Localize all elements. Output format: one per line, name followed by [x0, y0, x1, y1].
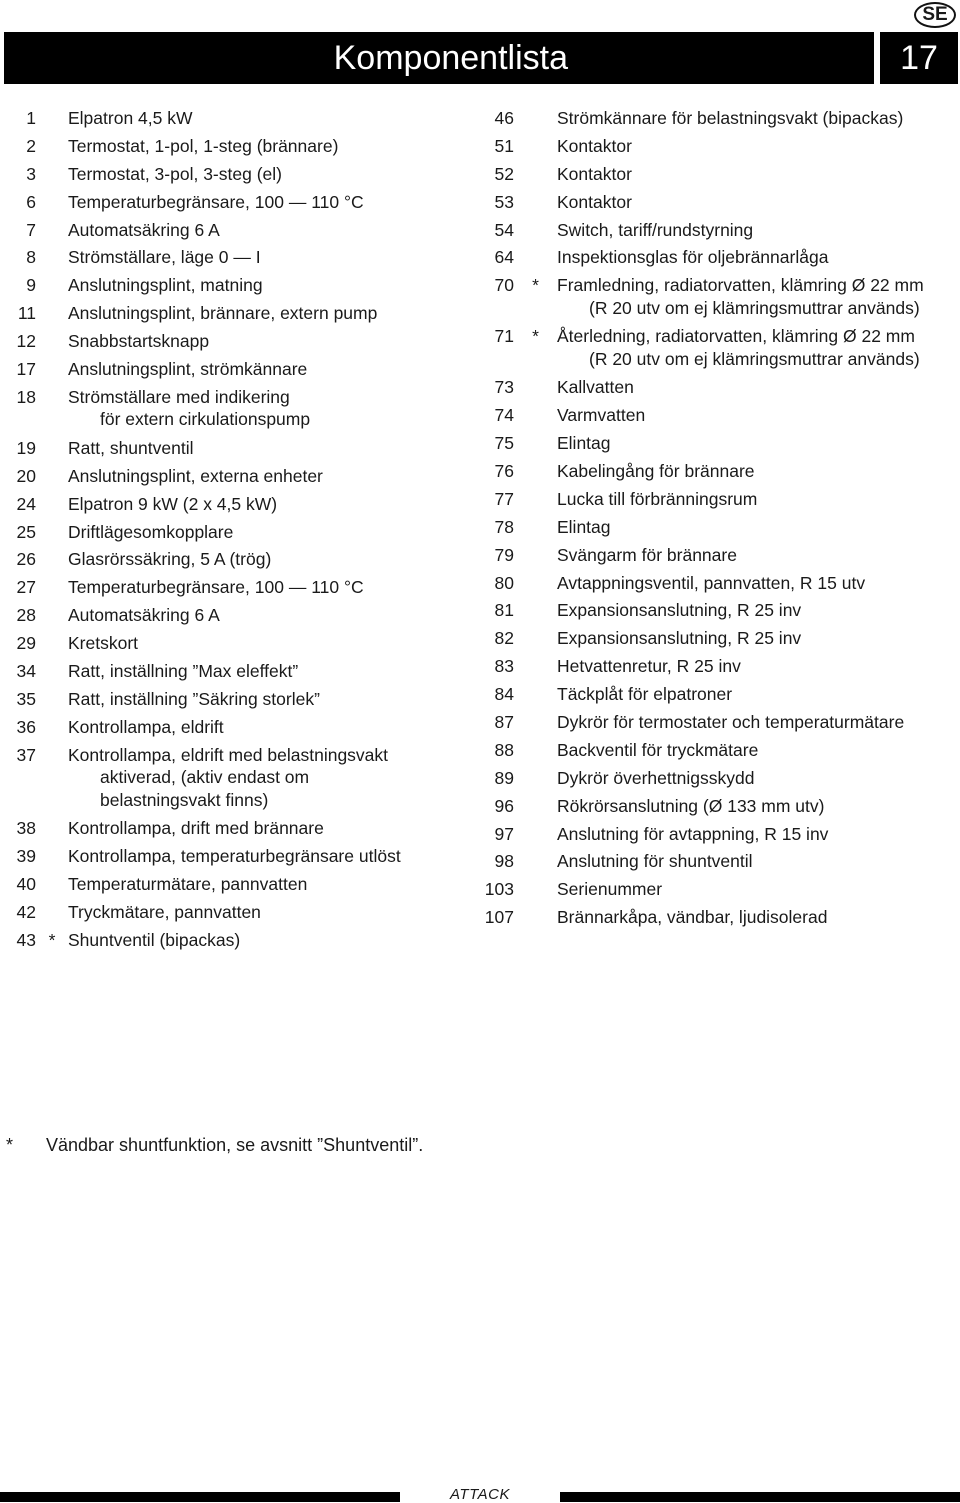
component-description	[557, 627, 958, 650]
component-description	[68, 845, 470, 868]
component-name: Ratt, inställning ”Max eleffekt”	[68, 661, 299, 682]
component-item	[480, 460, 958, 483]
component-number: 74	[494, 405, 514, 426]
component-name: Dykrör för termostater och temperaturmätare	[557, 712, 905, 733]
component-description	[68, 358, 470, 381]
component-item	[480, 107, 958, 130]
component-description	[557, 107, 958, 130]
component-name-continuation: (R 20 utv om ej klämringsmuttrar används)	[589, 348, 920, 369]
component-description	[557, 599, 958, 622]
component-name: Elpatron 4,5 kW	[68, 108, 193, 128]
footnote-mark: *	[6, 1135, 14, 1155]
component-mark	[514, 404, 557, 427]
component-name: Kontaktor	[557, 135, 632, 156]
component-description	[68, 521, 470, 544]
component-name: Varmvatten	[557, 405, 646, 426]
component-name: Täckplåt för elpatroner	[557, 684, 733, 705]
component-name: Dykrör överhettnigsskydd	[557, 767, 755, 788]
component-item	[480, 325, 958, 370]
component-mark	[514, 544, 557, 567]
component-item	[480, 516, 958, 539]
component-mark	[514, 683, 557, 706]
component-description	[68, 632, 470, 655]
component-number: 3	[26, 163, 36, 184]
component-description	[68, 873, 470, 896]
component-name: Backventil för tryckmätare	[557, 739, 759, 760]
component-name: Kallvatten	[557, 377, 634, 398]
component-item	[0, 845, 470, 868]
component-number: 76	[494, 461, 514, 482]
component-number: 64	[494, 247, 514, 268]
component-mark	[36, 107, 68, 130]
component-number: 36	[16, 716, 36, 737]
component-number: 12	[16, 331, 36, 352]
footnote	[6, 1135, 423, 1156]
component-name: Elintag	[557, 433, 611, 454]
component-number: 87	[494, 712, 514, 733]
component-number: 8	[26, 247, 36, 268]
component-description	[557, 767, 958, 790]
component-mark	[36, 576, 68, 599]
component-mark	[514, 655, 557, 678]
component-number: 82	[494, 628, 514, 649]
component-item	[0, 688, 470, 711]
component-description	[557, 823, 958, 846]
component-mark	[36, 716, 68, 739]
component-mark: *	[532, 275, 539, 296]
component-item	[480, 795, 958, 818]
component-item	[0, 901, 470, 924]
component-description	[557, 572, 958, 595]
component-mark	[36, 330, 68, 353]
component-name: Kontaktor	[557, 191, 632, 212]
component-item	[0, 246, 470, 269]
component-item	[480, 711, 958, 734]
component-name: Automatsäkring 6 A	[68, 219, 220, 240]
component-item	[480, 572, 958, 595]
component-item	[0, 576, 470, 599]
component-description	[557, 488, 958, 511]
component-number: 19	[16, 437, 36, 458]
component-item	[480, 906, 958, 929]
component-number: 39	[16, 846, 36, 867]
page-number: 17	[880, 32, 958, 84]
component-description	[557, 460, 958, 483]
component-number: 88	[494, 739, 514, 760]
component-item	[480, 404, 958, 427]
component-name: Driftlägesomkopplare	[68, 521, 234, 542]
component-name: Strömställare med indikering	[68, 386, 290, 407]
component-name: Ratt, inställning ”Säkring storlek”	[68, 688, 320, 709]
component-item	[480, 739, 958, 762]
component-mark	[36, 386, 68, 431]
component-number: 83	[494, 656, 514, 677]
component-mark	[514, 135, 557, 158]
component-item	[0, 302, 470, 325]
component-name: Temperaturmätare, pannvatten	[68, 873, 308, 894]
component-number: 26	[16, 549, 36, 570]
component-description	[68, 604, 470, 627]
component-number: 52	[494, 163, 514, 184]
component-number: 29	[16, 633, 36, 654]
component-name: Glasrörssäkring, 5 A (trög)	[68, 549, 272, 570]
component-name: Snabbstartsknapp	[68, 331, 210, 352]
component-description	[557, 516, 958, 539]
component-name: Lucka till förbränningsrum	[557, 488, 758, 509]
component-name: Brännarkåpa, vändbar, ljudisolerad	[557, 907, 828, 928]
component-item	[0, 632, 470, 655]
component-number: 37	[16, 744, 36, 765]
component-mark	[36, 548, 68, 571]
component-description	[557, 219, 958, 242]
component-name: Kretskort	[68, 633, 139, 654]
component-name: Kontrollampa, eldrift med belastningsvakt	[68, 744, 389, 765]
component-description	[557, 544, 958, 567]
component-description	[68, 274, 470, 297]
component-number: 7	[26, 219, 36, 240]
component-name: Kontaktor	[557, 163, 632, 184]
component-number: 42	[16, 901, 36, 922]
component-mark	[36, 688, 68, 711]
component-number: 9	[26, 275, 36, 296]
component-mark	[36, 901, 68, 924]
footer-rule-left	[0, 1492, 400, 1502]
component-mark	[36, 744, 68, 812]
component-number: 20	[16, 465, 36, 486]
component-mark	[36, 632, 68, 655]
component-number: 6	[26, 191, 36, 212]
component-mark	[36, 660, 68, 683]
component-mark	[36, 437, 68, 460]
component-number: 2	[26, 135, 36, 156]
component-description	[557, 711, 958, 734]
component-name: Återledning, radiatorvatten, klämring Ø 22 mm	[557, 326, 915, 347]
component-name: Strömkännare för belastningsvakt (bipackas)	[557, 108, 904, 128]
component-number: 40	[16, 873, 36, 894]
component-item	[480, 219, 958, 242]
component-item	[480, 191, 958, 214]
component-item	[0, 465, 470, 488]
component-mark	[36, 274, 68, 297]
component-description	[557, 404, 958, 427]
component-mark	[36, 465, 68, 488]
component-item	[0, 604, 470, 627]
component-item	[0, 163, 470, 186]
component-item	[0, 437, 470, 460]
component-item	[0, 873, 470, 896]
component-description	[68, 744, 470, 812]
component-item	[0, 493, 470, 516]
component-mark	[514, 191, 557, 214]
component-name: Elintag	[557, 516, 611, 537]
component-number: 34	[16, 661, 36, 682]
component-description	[68, 493, 470, 516]
component-name: Tryckmätare, pannvatten	[68, 901, 261, 922]
component-description	[557, 683, 958, 706]
component-description	[557, 135, 958, 158]
component-description	[557, 850, 958, 873]
component-item	[480, 163, 958, 186]
component-name: Elpatron 9 kW (2 x 4,5 kW)	[68, 493, 278, 514]
component-name: Kabelingång för brännare	[557, 461, 755, 482]
component-name-continuation: aktiverad, (aktiv endast om	[100, 767, 310, 788]
component-number: 97	[494, 823, 514, 844]
component-mark	[36, 358, 68, 381]
component-mark	[36, 873, 68, 896]
component-item	[480, 878, 958, 901]
component-name: Svängarm för brännare	[557, 544, 737, 565]
component-name: Expansionsanslutning, R 25 inv	[557, 600, 802, 621]
component-name: Automatsäkring 6 A	[68, 605, 220, 626]
component-mark	[514, 488, 557, 511]
component-item	[0, 817, 470, 840]
component-name: Inspektionsglas för oljebrännarlåga	[557, 247, 829, 268]
component-description	[557, 655, 958, 678]
component-item	[0, 358, 470, 381]
component-item	[480, 683, 958, 706]
component-item	[0, 929, 470, 952]
component-description	[68, 901, 470, 924]
component-mark	[514, 516, 557, 539]
component-item	[480, 655, 958, 678]
component-item	[480, 627, 958, 650]
component-number: 38	[16, 818, 36, 839]
component-mark	[36, 135, 68, 158]
component-mark	[36, 191, 68, 214]
component-number: 53	[494, 191, 514, 212]
component-mark	[36, 817, 68, 840]
component-mark	[514, 850, 557, 873]
component-description	[68, 688, 470, 711]
component-description	[68, 929, 470, 952]
component-mark	[514, 795, 557, 818]
component-name-continuation: för extern cirkulationspump	[100, 409, 311, 430]
component-name: Anslutningsplint, brännare, extern pump	[68, 303, 378, 324]
component-description	[68, 219, 470, 242]
component-description	[68, 330, 470, 353]
component-number: 81	[494, 600, 514, 621]
component-mark: *	[532, 326, 539, 347]
component-name: Temperaturbegränsare, 100 — 110 °C	[68, 577, 364, 598]
component-name: Shuntventil (bipackas)	[68, 929, 241, 950]
component-name: Avtappningsventil, pannvatten, R 15 utv	[557, 572, 866, 593]
component-item	[480, 488, 958, 511]
component-name: Ratt, shuntventil	[68, 437, 194, 458]
component-item	[0, 716, 470, 739]
component-mark	[514, 599, 557, 622]
component-name: Expansionsanslutning, R 25 inv	[557, 628, 802, 649]
component-number: 75	[494, 433, 514, 454]
component-name: Serienummer	[557, 879, 663, 900]
component-name: Termostat, 1-pol, 1-steg (brännare)	[68, 135, 339, 156]
component-name-continuation: belastningsvakt finns)	[100, 789, 269, 810]
component-name: Kontrollampa, eldrift	[68, 716, 224, 737]
language-badge: SE	[914, 2, 956, 28]
component-number: 28	[16, 605, 36, 626]
component-item	[480, 544, 958, 567]
component-item	[0, 274, 470, 297]
component-item	[0, 548, 470, 571]
component-item	[480, 135, 958, 158]
component-description	[68, 548, 470, 571]
component-description	[68, 716, 470, 739]
component-item	[480, 767, 958, 790]
component-item	[480, 246, 958, 269]
component-number: 51	[494, 135, 514, 156]
component-number: 43	[16, 929, 36, 950]
component-description	[557, 274, 958, 319]
component-number: 70	[494, 275, 514, 296]
component-mark	[36, 246, 68, 269]
component-mark	[514, 878, 557, 901]
component-name: Switch, tariff/rundstyrning	[557, 219, 754, 240]
component-description	[68, 246, 470, 269]
component-number: 46	[494, 108, 514, 128]
component-description	[557, 739, 958, 762]
component-name: Anslutningsplint, matning	[68, 275, 263, 296]
component-description	[68, 437, 470, 460]
component-number: 77	[494, 488, 514, 509]
component-list-right	[480, 107, 958, 934]
component-list-left	[0, 107, 470, 957]
component-number: 96	[494, 795, 514, 816]
component-mark	[36, 219, 68, 242]
component-number: 79	[494, 544, 514, 565]
component-number: 78	[494, 516, 514, 537]
component-item	[480, 850, 958, 873]
component-description	[557, 432, 958, 455]
footnote-text: Vändbar shuntfunktion, se avsnitt ”Shuntventil”.	[46, 1135, 424, 1155]
component-description	[68, 465, 470, 488]
component-mark	[514, 107, 557, 130]
component-mark	[514, 572, 557, 595]
component-description	[557, 376, 958, 399]
component-mark: *	[48, 929, 56, 950]
component-item	[480, 599, 958, 622]
component-item	[0, 219, 470, 242]
component-mark	[514, 460, 557, 483]
component-mark	[514, 376, 557, 399]
component-number: 25	[16, 521, 36, 542]
component-number: 1	[26, 108, 36, 128]
component-mark	[36, 845, 68, 868]
component-name: Temperaturbegränsare, 100 — 110 °C	[68, 191, 364, 212]
component-description	[68, 191, 470, 214]
component-name: Anslutningsplint, externa enheter	[68, 465, 323, 486]
component-mark	[514, 246, 557, 269]
component-mark	[514, 163, 557, 186]
component-number: 35	[16, 688, 36, 709]
component-mark	[514, 711, 557, 734]
component-item	[0, 330, 470, 353]
component-number: 98	[494, 851, 514, 872]
component-description	[557, 246, 958, 269]
component-item	[0, 191, 470, 214]
component-mark	[514, 432, 557, 455]
component-name: Kontrollampa, temperaturbegränsare utlöst	[68, 846, 401, 867]
component-name: Kontrollampa, drift med brännare	[68, 818, 324, 839]
component-item	[480, 432, 958, 455]
component-description	[68, 107, 470, 130]
component-item	[480, 274, 958, 319]
component-description	[68, 302, 470, 325]
component-item	[0, 660, 470, 683]
component-description	[68, 576, 470, 599]
component-mark	[36, 302, 68, 325]
component-name: Anslutning för avtappning, R 15 inv	[557, 823, 829, 844]
component-mark	[514, 739, 557, 762]
component-description	[68, 817, 470, 840]
component-number: 24	[16, 493, 36, 514]
component-description	[557, 906, 958, 929]
component-item	[480, 376, 958, 399]
component-name: Anslutning för shuntventil	[557, 851, 753, 872]
component-number: 17	[16, 359, 36, 380]
component-description	[68, 163, 470, 186]
component-mark	[514, 906, 557, 929]
component-number: 84	[494, 684, 514, 705]
component-description	[557, 191, 958, 214]
brand-footer: ATTACK	[450, 1486, 510, 1503]
component-description	[68, 386, 470, 431]
component-number: 89	[494, 767, 514, 788]
footer-rule-right	[560, 1492, 960, 1502]
component-number: 54	[494, 219, 514, 240]
component-number: 80	[494, 572, 514, 593]
component-description	[557, 795, 958, 818]
component-item	[0, 107, 470, 130]
component-item	[0, 744, 470, 812]
component-mark	[514, 219, 557, 242]
component-mark	[514, 767, 557, 790]
component-number: 11	[17, 303, 36, 324]
component-name: Rökrörsanslutning (Ø 133 mm utv)	[557, 795, 825, 816]
component-item	[0, 521, 470, 544]
page-title: Komponentlista	[4, 32, 874, 84]
component-description	[68, 660, 470, 683]
component-item	[480, 823, 958, 846]
component-name: Hetvattenretur, R 25 inv	[557, 656, 741, 677]
component-name: Anslutningsplint, strömkännare	[68, 359, 308, 380]
component-name: Framledning, radiatorvatten, klämring Ø 22 mm	[557, 275, 924, 296]
component-mark	[514, 823, 557, 846]
component-item	[0, 135, 470, 158]
component-description	[557, 163, 958, 186]
component-item	[0, 386, 470, 431]
component-name: Strömställare, läge 0 — I	[68, 247, 261, 268]
component-number: 71	[494, 326, 514, 347]
component-mark	[36, 604, 68, 627]
component-description	[557, 878, 958, 901]
component-name: Termostat, 3-pol, 3-steg (el)	[68, 163, 282, 184]
component-mark	[36, 521, 68, 544]
component-number: 18	[16, 386, 36, 407]
component-number: 27	[16, 577, 36, 598]
component-mark	[36, 493, 68, 516]
component-mark	[514, 627, 557, 650]
component-description	[68, 135, 470, 158]
component-number: 73	[494, 377, 514, 398]
component-number: 107	[484, 907, 514, 928]
component-number: 103	[484, 879, 514, 900]
component-description	[557, 325, 958, 370]
component-mark	[36, 163, 68, 186]
component-name-continuation: (R 20 utv om ej klämringsmuttrar används)	[589, 297, 920, 318]
